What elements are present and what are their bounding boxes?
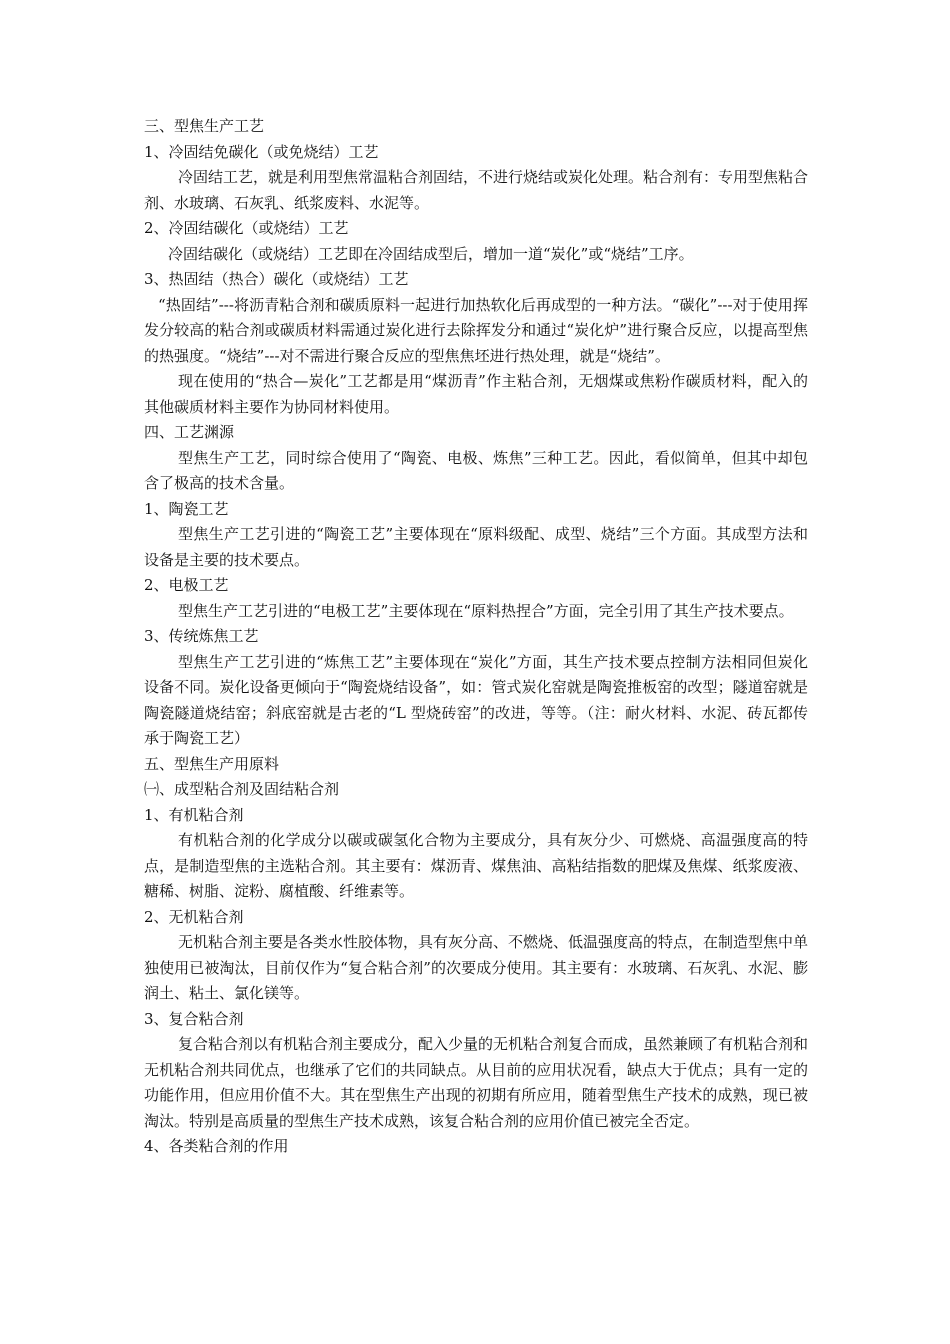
- paragraph: 无机粘合剂主要是各类水性胶体物，具有灰分高、不燃烧、低温强度高的特点，在制造型焦中单独使用已被淘汰，目前仅作为“复合粘合剂”的次要成分使用。其主要有：水玻璃、石灰乳、水泥、膨润土、粘土、氯化镁等。: [144, 933, 809, 1002]
- document-body: [144, 114, 808, 1160]
- paragraph: 型焦生产工艺引进的“陶瓷工艺”主要体现在“原料级配、成型、烧结”三个方面。其成型方法和设备是主要的技术要点。: [144, 525, 808, 569]
- paragraph: 型焦生产工艺引进的“炼焦工艺”主要体现在“炭化”方面，其生产技术要点控制方法相同但炭化设备不同。炭化设备更倾向于“陶瓷烧结设备”，如：管式炭化窑就是陶瓷推板窑的改型；隧道窑就是陶瓷隧道烧结窑；斜底窑就是古老的“L 型烧砖窑”的改进，等等。（注：耐火材料、水泥、砖瓦都传承于陶瓷工艺）: [144, 652, 808, 747]
- section-heading: 三、型焦生产工艺: [144, 117, 265, 135]
- section-heading: 五、型焦生产用原料: [144, 754, 280, 773]
- subsection-heading: 1、有机粘合剂: [144, 805, 244, 824]
- subsection-heading: 2、无机粘合剂: [144, 907, 244, 926]
- subsection-heading: 2、电极工艺: [144, 576, 229, 594]
- paragraph: 型焦生产工艺，同时综合使用了“陶瓷、电极、炼焦”三种工艺。因此，看似简单，但其中却包含了极高的技术含量。: [144, 448, 808, 492]
- section-heading: 四、工艺渊源: [144, 423, 235, 441]
- subsection-heading: 4、各类粘合剂的作用: [144, 1137, 289, 1155]
- paragraph: 复合粘合剂以有机粘合剂主要成分，配入少量的无机粘合剂复合而成，虽然兼顾了有机粘合剂和无机粘合剂共同优点，也继承了它们的共同缺点。从目前的应用状况看，缺点大于优点；具有一定的功能作用，但应用价值不大。其在型焦生产出现的初期有所应用，随着型焦生产技术的成熟，现已被淘汰。特别是高质量的型焦生产技术成熟，该复合粘合剂的应用价值已被完全否定。: [144, 1035, 809, 1130]
- subsection-heading: ㈠、成型粘合剂及固结粘合剂: [144, 780, 340, 798]
- subsection-heading: 1、冷固结免碳化（或免烧结）工艺: [144, 142, 379, 161]
- paragraph: “热固结”---将沥青粘合剂和碳质原料一起进行加热软化后再成型的一种方法。“碳化”---对于使用挥发分较高的粘合剂或碳质材料需通过炭化进行去除挥发分和通过“炭化炉”进行聚合反应，以提高型焦的热强度。“烧结”---对不需进行聚合反应的型焦焦坯进行热处理，就是“烧结”。: [144, 295, 808, 365]
- paragraph: 有机粘合剂的化学成分以碳或碳氢化合物为主要成分，具有灰分少、可燃烧、高温强度高的特点，是制造型焦的主选粘合剂。其主要有：煤沥青、煤焦油、高粘结指数的肥煤及焦煤、纸浆废液、糖稀、树脂、淀粉、腐植酸、纤维素等。: [144, 831, 808, 900]
- subsection-heading: 1、陶瓷工艺: [144, 499, 229, 518]
- subsection-heading: 2、冷固结碳化（或烧结）工艺: [144, 219, 349, 237]
- paragraph: 型焦生产工艺引进的“电极工艺”主要体现在“原料热捏合”方面，完全引用了其生产技术要点。: [178, 601, 794, 620]
- paragraph: 现在使用的“热合—炭化”工艺都是用“煤沥青”作主粘合剂，无烟煤或焦粉作碳质材料，配入的其他碳质材料主要作为协同材料使用。: [144, 372, 808, 416]
- paragraph: 冷固结碳化（或烧结）工艺即在冷固结成型后，增加一道“炭化”或“烧结”工序。: [168, 244, 694, 263]
- paragraph: 冷固结工艺，就是利用型焦常温粘合剂固结，不进行烧结或炭化处理。粘合剂有：专用型焦粘合剂、水玻璃、石灰乳、纸浆废料、水泥等。: [144, 168, 809, 212]
- subsection-heading: 3、传统炼焦工艺: [144, 627, 259, 645]
- subsection-heading: 3、热固结（热合）碳化（或烧结）工艺: [144, 270, 409, 288]
- subsection-heading: 3、复合粘合剂: [144, 1009, 244, 1028]
